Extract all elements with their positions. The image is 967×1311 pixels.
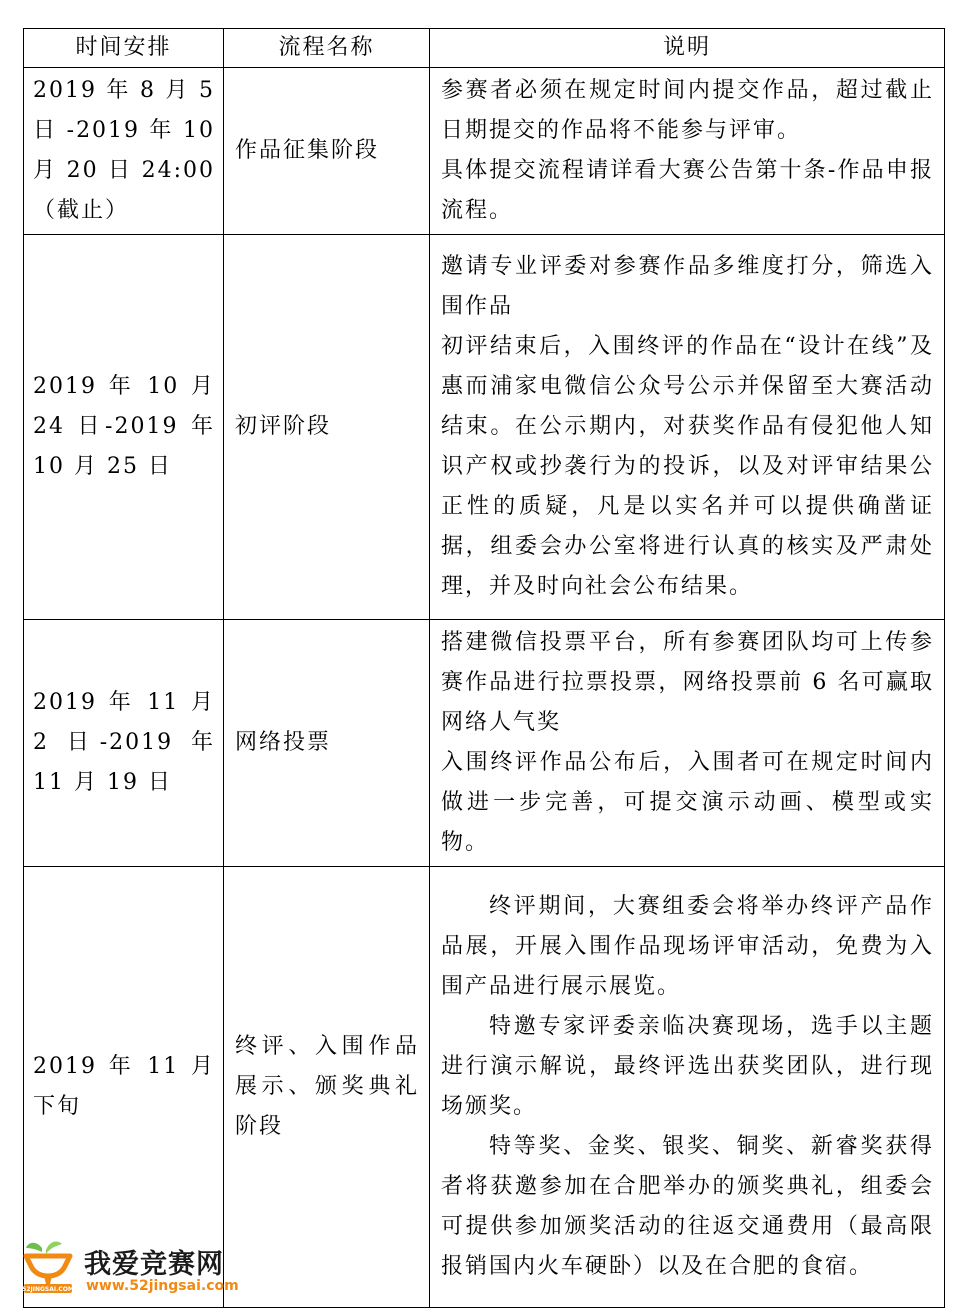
description-paragraph: 特等奖、金奖、银奖、铜奖、新睿奖获得者将获邀参加在合肥举办的颁奖典礼，组委会可提供参加颁奖活动的往返交通费用（最高限报销国内火车硬卧）以及在合肥的食宿。 <box>441 1134 934 1279</box>
description-cell <box>430 620 945 867</box>
table-row <box>24 68 945 235</box>
site-watermark <box>18 1238 258 1300</box>
time-cell: 2019 年 11 月 2 日-2019 年 11 月 19 日 <box>24 620 224 867</box>
stage-cell: 作品征集阶段 <box>224 68 430 235</box>
watermark-title: 我爱竞赛网 <box>84 1249 224 1280</box>
header-desc: 说明 <box>430 29 945 68</box>
table-row <box>24 235 945 620</box>
description-paragraph: 具体提交流程请详看大赛公告第十条-作品申报流程。 <box>441 158 934 223</box>
description-paragraph: 特邀专家评委亲临决赛现场，选手以主题进行演示解说，最终评选出获奖团队，进行现场颁奖。 <box>441 1014 934 1119</box>
description-paragraph: 终评期间，大赛组委会将举办终评产品作品展，开展入围作品现场评审活动，免费为入围产品进行展示展览。 <box>441 894 934 999</box>
header-stage: 流程名称 <box>224 29 430 68</box>
stage-cell: 初评阶段 <box>224 235 430 620</box>
description-paragraph: 入围终评作品公布后，入围者可在规定时间内做进一步完善，可提交演示动画、模型或实物。 <box>441 750 934 855</box>
time-cell: 2019 年 10 月 24 日-2019 年 10 月 25 日 <box>24 235 224 620</box>
description-paragraph: 初评结束后，入围终评的作品在“设计在线”及惠而浦家电微信公众号公示并保留至大赛活动结束。在公示期内，对获奖作品有侵犯他人知识产权或抄袭行为的投诉，以及对评审结果公正性的质疑，凡是以实名并可以提供确凿证据，组委会办公室将进行认真的核实及严肃处理，并及时向社会公布结果。 <box>441 334 934 599</box>
stage-cell: 终评、入围作品展示、颁奖典礼阶段 <box>224 867 430 1308</box>
table-header-row <box>24 29 945 68</box>
description-paragraph: 邀请专业评委对参赛作品多维度打分，筛选入围作品 <box>441 254 934 319</box>
description-cell <box>430 68 945 235</box>
description-cell <box>430 235 945 620</box>
trophy-logo-icon <box>18 1238 78 1300</box>
time-cell: 2019 年 8 月 5 日 -2019 年 10 月 20 日 24:00（截止） <box>24 68 224 235</box>
svg-text:52JINGSAI.COM: 52JINGSAI.COM <box>22 1286 74 1293</box>
time-cell: 2019 年 11 月下旬 <box>24 867 224 1308</box>
table-row <box>24 620 945 867</box>
description-cell <box>430 867 945 1308</box>
watermark-url: www.52jingsai.com <box>86 1278 239 1294</box>
stage-cell: 网络投票 <box>224 620 430 867</box>
description-paragraph: 参赛者必须在规定时间内提交作品，超过截止日期提交的作品将不能参与评审。 <box>441 78 934 143</box>
description-paragraph: 搭建微信投票平台，所有参赛团队均可上传参赛作品进行拉票投票，网络投票前 6 名可赢取网络人气奖 <box>441 630 934 735</box>
header-time: 时间安排 <box>24 29 224 68</box>
schedule-table <box>23 28 945 1308</box>
